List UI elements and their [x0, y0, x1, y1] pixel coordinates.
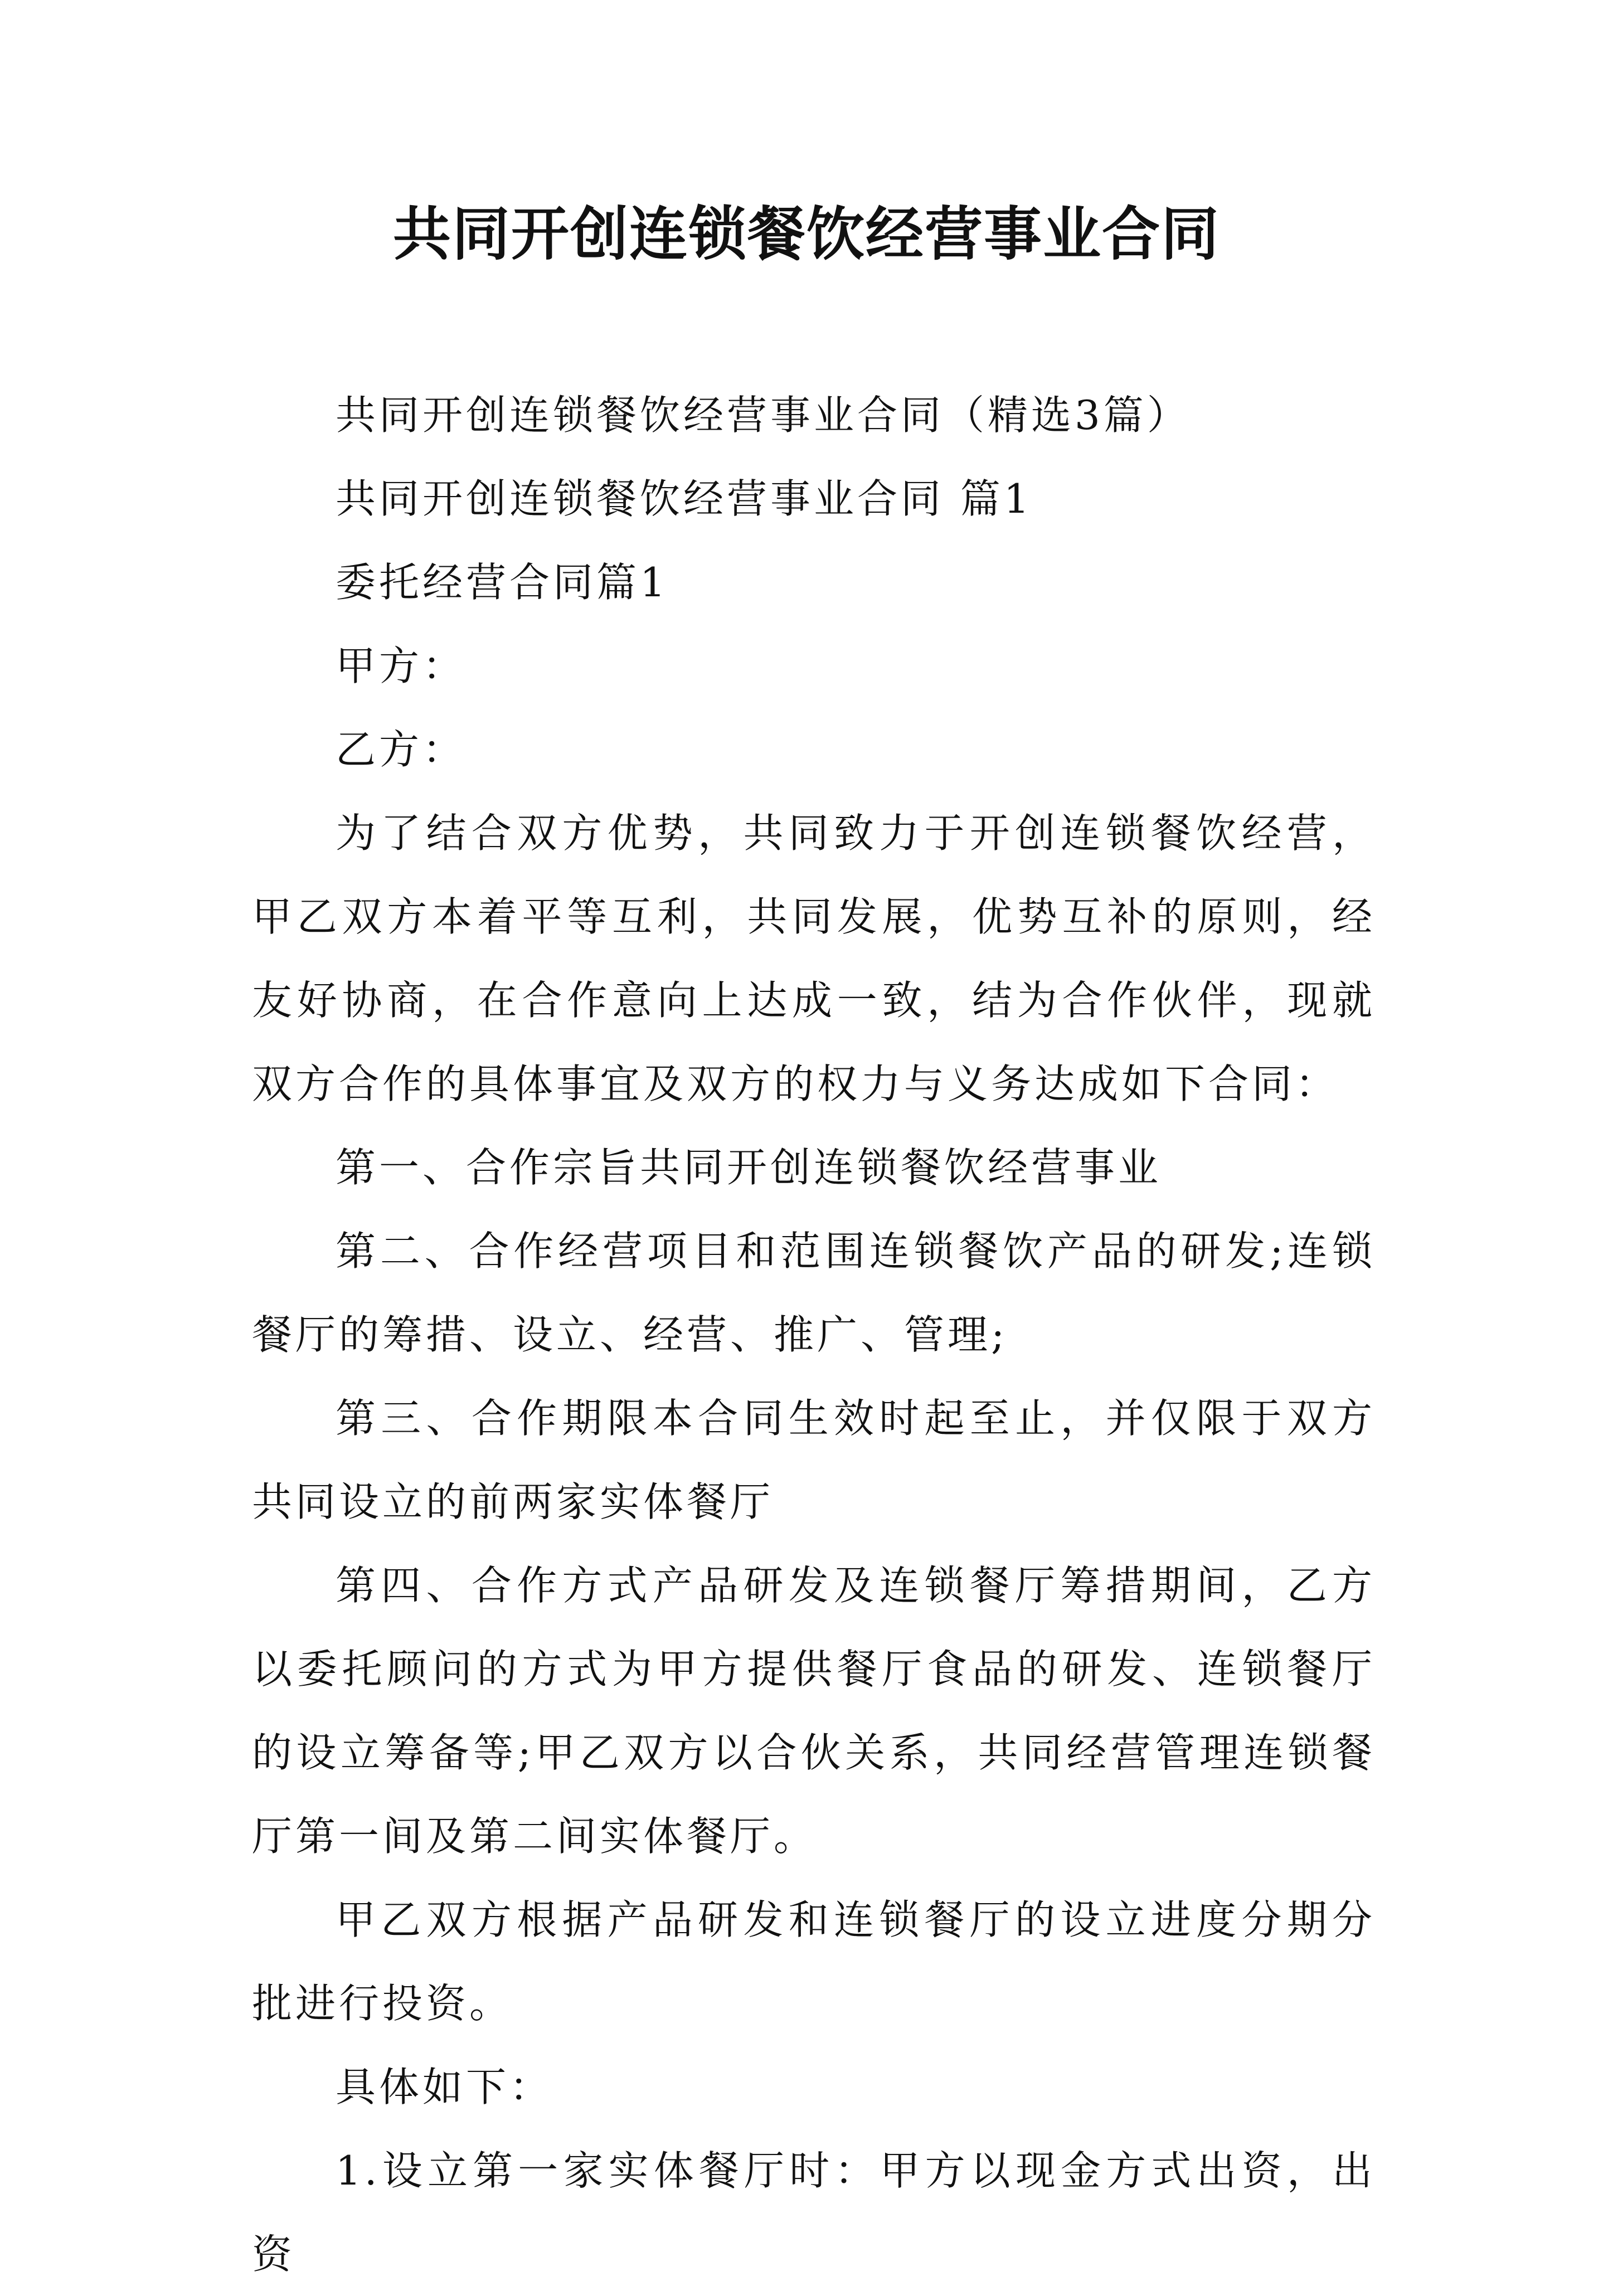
paragraph-article-3: 第三、合作期限本合同生效时起至止，并仅限于双方共同设立的前两家实体餐厅 — [252, 1395, 1376, 1525]
paragraph-party-b: 乙方： — [336, 726, 467, 773]
document-body — [252, 373, 1376, 2296]
paragraph-article-1: 第一、合作宗旨共同开创连锁餐饮经营事业 — [336, 1144, 1162, 1191]
document-title: 共同开创连锁餐饮经营事业合同 — [392, 200, 1220, 268]
paragraph-party-a: 甲方： — [336, 643, 467, 689]
paragraph-preamble: 为了结合双方优势，共同致力于开创连锁餐饮经营，甲乙双方本着平等互利，共同发展，优势互补的原则，经友好协商，在合作意向上达成一致，结为合作伙伴，现就双方合作的具体事宜及双方的权力与义务达成如下合同： — [252, 810, 1376, 1107]
paragraph-investment: 甲乙双方根据产品研发和连锁餐厅的设立进度分期分批进行投资。 — [252, 1896, 1376, 2027]
paragraph-subtitle: 共同开创连锁餐饮经营事业合同（精选3篇） — [336, 392, 1191, 439]
paragraph-article-2: 第二、合作经营项目和范围连锁餐饮产品的研发;连锁餐厅的筹措、设立、经营、推广、管理; — [252, 1228, 1376, 1358]
paragraph-contract-heading: 委托经营合同篇1 — [336, 559, 669, 606]
paragraph-item-1: 1.设立第一家实体餐厅时：甲方以现金方式出资，出资 — [252, 2147, 1376, 2278]
paragraph-article-4: 第四、合作方式产品研发及连锁餐厅筹措期间，乙方以委托顾问的方式为甲方提供餐厅食品的研发、连锁餐厅的设立筹备等;甲乙双方以合伙关系，共同经营管理连锁餐厅第一间及第二间实体餐厅。 — [252, 1562, 1376, 1860]
paragraph-details-intro: 具体如下： — [336, 2064, 553, 2110]
paragraph-section-heading: 共同开创连锁餐饮经营事业合同 篇1 — [336, 475, 1033, 522]
